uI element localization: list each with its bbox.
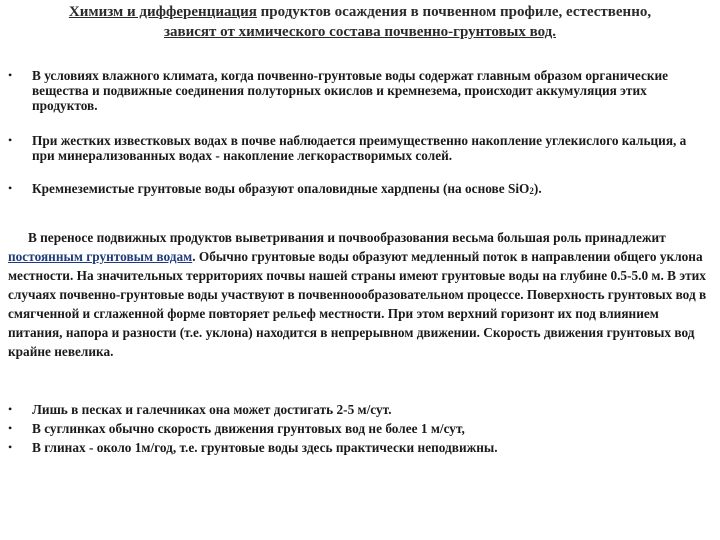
bullet-icon: • [8, 181, 13, 195]
top-bullet-list [0, 68, 720, 219]
bullet-text: В глинах - около 1м/год, т.е. грунтовые воды здесь практически неподвижны. [32, 440, 498, 455]
bullet-icon: • [8, 68, 13, 82]
paragraph-text-after: . Обычно грунтовые воды образуют медленный поток в направлении общего уклона местности. На значительных территориях почвы нашей страны имеют грунтовые воды на глубине 0.5-5.0 м. В этих случаях почвенно-грунтовые воды участвуют в почвенноообразовательном процессе. Поверхность грунтовых вод в смягченной и сглаженной форме повторяет рельеф местности. При этом верхний горизонт их под влиянием питания, напора и разности (т.е. уклона) находится в непрерывном движении. Скорость движения грунтовых вод крайне невелика. [8, 249, 707, 359]
title-underlined-part-3: зависят от химического состава почвенно-грунтовых вод. [163, 24, 556, 40]
bullet-text-end: ). [533, 181, 542, 196]
bullet-text: В суглинках обычно скорость движения грунтовых вод не более 1 м/сут, [32, 421, 465, 436]
bullet-icon: • [8, 421, 13, 435]
bullet-item [0, 133, 720, 163]
title-underlined-part-1: Химизм и дифференциация [68, 4, 257, 20]
groundwater-link[interactable]: постоянным грунтовым водам [8, 249, 193, 264]
bullet-item [0, 68, 720, 113]
bullet-icon: • [8, 133, 13, 147]
title-part-2: продуктов осаждения в почвенном профиле, естественно, [256, 4, 652, 20]
bullet-item [0, 438, 720, 457]
paragraph-text-before: В переносе подвижных продуктов выветривания и почвообразования весьма большая роль принадлежит [27, 230, 666, 245]
bullet-item [0, 400, 720, 419]
slide-title [8, 2, 712, 42]
bullet-icon: • [8, 402, 13, 416]
bullet-text [32, 181, 542, 196]
bullet-text: В условиях влажного климата, когда почвенно-грунтовые воды содержат главным образом органические вещества и подвижные соединения полуторных окислов и кремнезема, происходит аккумуляция этих продуктов. [32, 68, 669, 113]
bullet-icon: • [8, 440, 13, 454]
subscript-two: 2 [529, 186, 534, 196]
bullet-text-main: Кремнеземистые грунтовые воды образуют опаловидные хардпены (на основе SiO [32, 181, 530, 196]
bottom-bullet-list [0, 400, 720, 457]
body-paragraph [8, 228, 712, 361]
bullet-item [0, 181, 720, 199]
bullet-item [0, 419, 720, 438]
bullet-text: При жестких известковых водах в почве наблюдается преимущественно накопление углекислого кальция, а при минерализованных водах - накопление легкорастворимых солей. [32, 133, 687, 163]
bullet-text: Лишь в песках и галечниках она может достигать 2-5 м/сут. [32, 402, 392, 417]
